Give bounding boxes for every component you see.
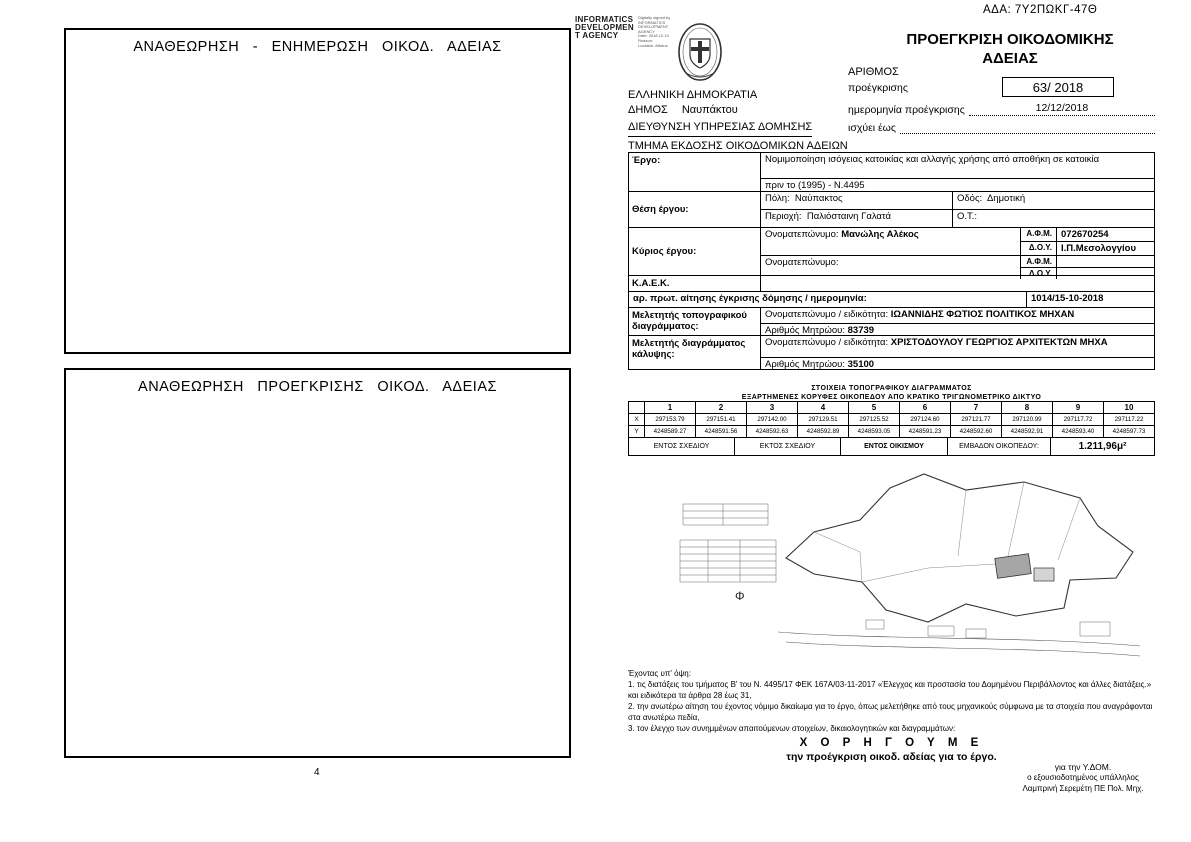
location-label: Θέση έργου:: [629, 192, 761, 227]
greek-emblem-icon: [676, 21, 724, 83]
coordinates-table: [628, 401, 1155, 456]
plot-area-value: 1.211,96μ²: [1078, 441, 1127, 452]
surveyor-registry: Αριθμός Μητρώου: 83739: [761, 323, 1154, 335]
authority-state: ΕΛΛΗΝΙΚΗ ΔΗΜΟΚΡΑΤΙΑ: [628, 89, 758, 101]
owner2-afm-value: [1057, 256, 1154, 267]
permit-date-value: 12/12/2018: [969, 102, 1155, 116]
stamp-fine-print: Digitally signed by INFORMATICS DEVELOPMENT AGENCY Date: 2018.12.13 Reason: Location: Athens: [638, 15, 671, 48]
issuing-authority: [628, 88, 848, 155]
coverage-registry: Αριθμός Μητρώου: 35100: [761, 357, 1154, 369]
revision-preapproval-title: ΑΝΑΘΕΩΡΗΣΗ ΠΡΟΕΓΚΡΙΣΗΣ ΟΙΚΟΔ. ΑΔΕΙΑΣ: [138, 379, 497, 395]
permit-date-row: [848, 102, 1155, 116]
row-coverage: [629, 335, 1154, 369]
owner-label: Κύριος έργου:: [629, 228, 761, 275]
row-kaek: [629, 275, 1154, 291]
row-owner: [629, 227, 1154, 278]
coords-subtitle: ΕΞΑΡΤΗΜΕΝΕΣ ΚΟΡΥΦΕΣ ΟΙΚΟΠΕΔΟΥ ΑΠΟ ΚΡΑΤΙΚΟ ΤΡΙΓΩΝΟΜΕΤΡΙΚΟ ΔΙΚΤΥΟ: [741, 394, 1042, 402]
road-lines: [778, 632, 1140, 656]
building-footprint: [995, 554, 1031, 579]
legal-item-1: 1. τις διατάξεις του τμήματος Β' του Ν. 4495/17 ΦΕΚ 167Α/03-11-2017 «Έλεγχος και προστασία του Δομημένου Περιβάλλοντος και άλλες διατάξεις.» και ειδικότερα τα άρθρα 28 έως 31,: [628, 680, 1152, 700]
ada-code: ΑΔΑ: 7Υ2ΠΩΚΓ-47Θ: [983, 4, 1098, 16]
location-area: Περιοχή: Παλιόσταινη Γαλατά: [761, 210, 953, 227]
phi-mark: Φ: [735, 589, 745, 603]
kaek-value: [761, 276, 1154, 291]
owner-doy-value: Ι.Π.Μεσολογγίου: [1061, 243, 1137, 254]
owner-afm-label: Α.Φ.Μ.: [1021, 228, 1057, 241]
page-number: 4: [314, 767, 320, 778]
zones-row: [629, 437, 1154, 455]
zone-out-of-plan: ΕΚΤΟΣ ΣΧΕΔΙΟΥ: [735, 438, 841, 455]
row-location: [629, 191, 1154, 227]
owner-name: Ονοματεπώνυμο: Μανώλης Αλέκος: [761, 228, 1021, 255]
plot-area-label: ΕΜΒΑΔΟΝ ΟΙΚΟΠΕΔΟΥ:: [948, 438, 1051, 455]
signature-name: Λαμπρινή Σερεμέτη ΠΕ Πολ. Μηχ.: [1022, 784, 1144, 794]
legal-considerations: [628, 669, 1160, 735]
permit-number-label: ΑΡΙΘΜΟΣ: [848, 66, 899, 78]
permit-number-sublabel: προέγκρισης: [848, 82, 908, 94]
project-description: Νομιμοποίηση ισόγειας κατοικίας και αλλαγής χρήσης από αποθήκη σε κατοικία: [765, 154, 1100, 165]
owner2-name: Ονοματεπώνυμο:: [761, 256, 1021, 279]
coords-column-headers: 1 2 3 4 5 6 7 8 9 10: [629, 402, 1154, 413]
legal-item-3: 3. τον έλεγχο των συνημμένων απαιτούμενων στοιχείων, δικαιολογητικών και διαγραμμάτων:: [628, 723, 956, 733]
digital-signature-stamp: [575, 16, 680, 48]
protocol-value: 1014/15-10-2018: [1026, 292, 1154, 307]
signature-by: ο εξουσιοδοτημένος υπάλληλος: [1027, 773, 1139, 783]
owner-doy-label: Δ.Ο.Υ.: [1021, 242, 1057, 255]
revision-update-box: [64, 28, 571, 354]
revision-update-title: ΑΝΑΘΕΩΡΗΣΗ - ΕΝΗΜΕΡΩΣΗ ΟΙΚΟΔ. ΑΔΕΙΑΣ: [133, 39, 502, 55]
authority-directorate: ΔΙΕΥΘΥΝΣΗ ΥΠΗΡΕΣΙΑΣ ΔΟΜΗΣΗΣ: [628, 120, 812, 137]
owner-afm-value: 072670254: [1061, 229, 1109, 240]
location-city: Πόλη: Ναύπακτος: [761, 192, 953, 209]
legal-intro: Έχοντας υπ' όψη:: [628, 669, 691, 678]
coords-header: [628, 384, 1155, 402]
permit-valid-row: [848, 120, 1155, 134]
permit-valid-label: ισχύει έως: [848, 122, 896, 134]
permit-title: ΠΡΟΕΓΚΡΙΣΗ ΟΙΚΟΔΟΜΙΚΗΣ ΑΔΕΙΑΣ: [906, 31, 1114, 67]
project-description-2: πριν το (1995) - Ν.4495: [761, 178, 1154, 191]
site-plan-drawing: [628, 460, 1155, 664]
surveyor-label: Μελετητής τοπογραφικού διαγράμματος:: [629, 308, 761, 335]
owner2-afm-label: Α.Φ.Μ.: [1021, 256, 1057, 267]
protocol-label: αρ. πρωτ. αίτησης έγκρισης δόμησης / ημερομηνία:: [633, 293, 867, 304]
row-protocol: [629, 291, 1154, 307]
location-block: Ο.Τ.:: [957, 211, 978, 222]
coords-x-row: Χ 297153.79 297151.41 297142.00 297129.51 297125.52 297124.60 297121.77 297120.99 297117.72 297117.22: [629, 413, 1154, 425]
legal-item-2: 2. την ανωτέρω αίτηση του έχοντος νόμιμο δικαίωμα για το έργο, όπως μελετήθηκε από τους μηχανικούς σύμφωνα με τα στοιχεία που αναγράφονται στα ανωτέρω πεδία,: [628, 702, 1153, 722]
plot-boundary: [786, 474, 1133, 622]
signature-for: για την Υ.ΔΟΜ.: [1054, 762, 1112, 772]
row-surveyor: [629, 307, 1154, 335]
zone-in-settlement: ΕΝΤΟΣ ΟΙΚΙΣΜΟΥ: [841, 438, 948, 455]
revision-preapproval-box: [64, 368, 571, 758]
coverage-name: Ονοματεπώνυμο / ειδικότητα: ΧΡΙΣΤΟΔΟΥΛΟΥ ΓΕΩΡΓΙΟΣ ΑΡΧΙΤΕΚΤΩΝ ΜΗΧΑ: [765, 337, 1108, 348]
surveyor-name: Ονοματεπώνυμο / ειδικότητα: ΙΩΑΝΝΙΔΗΣ ΦΩΤΙΟΣ ΠΟΛΙΤΙΚΟΣ ΜΗΧΑΝ: [765, 309, 1075, 320]
legend-table-lines: [680, 504, 776, 582]
permit-number-value: 63/ 2018: [1002, 77, 1114, 97]
project-table: [628, 152, 1155, 370]
zone-in-plan: ΕΝΤΟΣ ΣΧΕΔΙΟΥ: [629, 438, 735, 455]
signature-block: [1002, 762, 1164, 795]
parcel-lines: [814, 482, 1080, 582]
coverage-label: Μελετητής διαγράμματος κάλυψης:: [629, 336, 761, 369]
neighbour-shapes: [866, 620, 1110, 638]
permit-date-label: ημερομηνία προέγκρισης: [848, 104, 965, 116]
coords-title: ΣΤΟΙΧΕΙΑ ΤΟΠΟΓΡΑΦΙΚΟΥ ΔΙΑΓΡΑΜΜΑΤΟΣ: [811, 385, 972, 392]
stamp-agency-name: INFORMATICS DEVELOPMEN T AGENCY: [575, 15, 635, 40]
authority-department: ΤΜΗΜΑ ΕΚΔΟΣΗΣ ΟΙΚΟΔΟΜΙΚΩΝ ΑΔΕΙΩΝ: [628, 139, 848, 156]
grant-statement: Χ Ο Ρ Η Γ Ο Υ Μ Ε: [799, 737, 984, 749]
project-label: Έργο:: [629, 153, 761, 191]
grant-statement-sub: την προέγκριση οικοδ. αδείας για το έργο.: [786, 751, 997, 763]
owner2-doy-label: Δ.Ο.Υ.: [1021, 268, 1057, 279]
location-street: Οδός: Δημοτική: [957, 193, 1026, 204]
row-project: [629, 153, 1154, 191]
authority-municipality: ΔΗΜΟΣ Ναυπάκτου: [628, 103, 738, 116]
permit-valid-value: [900, 120, 1155, 134]
kaek-label: Κ.Α.Ε.Κ.: [629, 276, 761, 291]
coords-y-row: Υ 4248589.27 4248591.56 4248592.63 4248592.89 4248593.05 4248591.23 4248592.60 4248592.91 4248593.40 4248597.73: [629, 425, 1154, 437]
storage-footprint: [1034, 568, 1054, 581]
